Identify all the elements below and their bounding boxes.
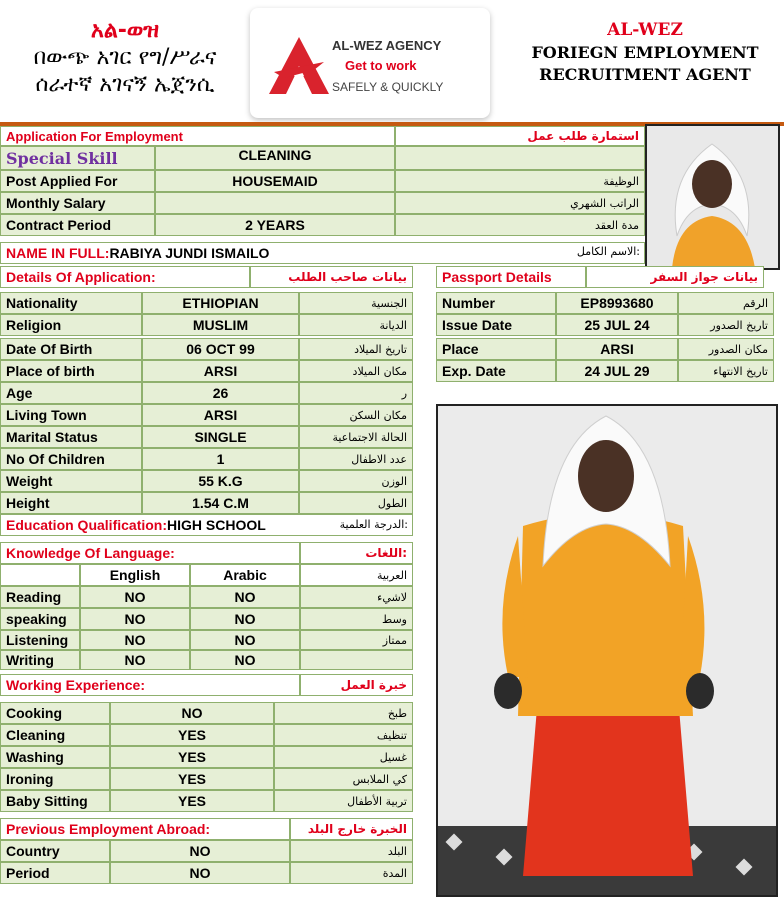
amharic-title: አል-ወዝ bbox=[90, 18, 160, 43]
contract-value: 2 YEARS bbox=[155, 214, 395, 236]
experience-label: Washing bbox=[0, 746, 110, 768]
experience-label: Cleaning bbox=[0, 724, 110, 746]
language-title-ar: اللغات: bbox=[300, 542, 413, 564]
experience-ar: تنظيف bbox=[274, 724, 413, 746]
experience-value: YES bbox=[110, 724, 274, 746]
experience-value: YES bbox=[110, 790, 274, 812]
english-line1: FORIEGN EMPLOYMENT bbox=[531, 43, 759, 62]
experience-value: NO bbox=[110, 702, 274, 724]
previous-value: NO bbox=[110, 862, 290, 884]
contract-ar: مدة العقد bbox=[395, 214, 645, 236]
detail-value: 1.54 C.M bbox=[142, 492, 299, 514]
education-label: Education Qualification: bbox=[6, 517, 168, 533]
applicant-photo-full bbox=[436, 404, 778, 897]
experience-title: Working Experience: bbox=[0, 674, 300, 696]
experience-ar: تربية الأطفال bbox=[274, 790, 413, 812]
previous-ar: المدة bbox=[290, 862, 413, 884]
amharic-line1: በውጭ አገር የግ/ሥራና bbox=[33, 45, 217, 70]
detail-label: Nationality bbox=[0, 292, 142, 314]
detail-label: Age bbox=[0, 382, 142, 404]
post-ar: الوظيفة bbox=[395, 170, 645, 192]
details-title-ar: بيانات صاحب الطلب bbox=[250, 266, 413, 288]
language-row-ar bbox=[300, 650, 413, 670]
detail-label: Height bbox=[0, 492, 142, 514]
experience-label: Baby Sitting bbox=[0, 790, 110, 812]
previous-label: Country bbox=[0, 840, 110, 862]
detail-ar: عدد الاطفال bbox=[299, 448, 413, 470]
detail-value: MUSLIM bbox=[142, 314, 299, 336]
passport-label: Place bbox=[436, 338, 556, 360]
details-title: Details Of Application: bbox=[0, 266, 250, 288]
passport-label: Issue Date bbox=[436, 314, 556, 336]
education-value: HIGH SCHOOL bbox=[167, 517, 266, 533]
previous-title-ar: الخبرة خارج البلد bbox=[290, 818, 413, 840]
amharic-header bbox=[0, 18, 250, 97]
language-english-value: NO bbox=[80, 608, 190, 630]
language-row-label: Listening bbox=[0, 630, 80, 650]
detail-ar: ر bbox=[299, 382, 413, 404]
language-arabic-value: NO bbox=[190, 608, 300, 630]
experience-ar: طبخ bbox=[274, 702, 413, 724]
language-english-value: NO bbox=[80, 650, 190, 670]
passport-title-ar: بيانات جواز السفر bbox=[586, 266, 764, 288]
education-ar: الدرجة العلمية: bbox=[339, 518, 408, 531]
detail-label: Living Town bbox=[0, 404, 142, 426]
detail-value: 26 bbox=[142, 382, 299, 404]
passport-value: 24 JUL 29 bbox=[556, 360, 678, 382]
previous-value: NO bbox=[110, 840, 290, 862]
passport-value: EP8993680 bbox=[556, 292, 678, 314]
language-english-value: NO bbox=[80, 630, 190, 650]
full-name-ar: الاسم الكامل: bbox=[576, 245, 640, 258]
detail-ar: الوزن bbox=[299, 470, 413, 492]
language-col-arabic: Arabic bbox=[190, 564, 300, 586]
agency-logo bbox=[250, 8, 490, 118]
language-arabic-value: NO bbox=[190, 630, 300, 650]
detail-ar: الديانة bbox=[299, 314, 413, 336]
language-row-label: Reading bbox=[0, 586, 80, 608]
special-skill-value: CLEANING bbox=[155, 146, 395, 170]
logo-tagline-1: Get to work bbox=[345, 58, 417, 73]
detail-ar: الطول bbox=[299, 492, 413, 514]
language-row-ar: ممتاز bbox=[300, 630, 413, 650]
full-name-label: NAME IN FULL: bbox=[6, 245, 110, 261]
person-portrait-icon bbox=[647, 126, 778, 268]
full-name-value: RABIYA JUNDI ISMAILO bbox=[109, 245, 270, 261]
language-col-ar: العربية bbox=[300, 564, 413, 586]
full-name-row bbox=[0, 242, 645, 264]
language-row-label: speaking bbox=[0, 608, 80, 630]
passport-ar: الرقم bbox=[678, 292, 774, 314]
post-label: Post Applied For bbox=[0, 170, 155, 192]
passport-value: 25 JUL 24 bbox=[556, 314, 678, 336]
detail-label: No Of Children bbox=[0, 448, 142, 470]
detail-label: Date Of Birth bbox=[0, 338, 142, 360]
detail-label: Religion bbox=[0, 314, 142, 336]
english-title: AL-WEZ bbox=[607, 20, 683, 40]
detail-value: 06 OCT 99 bbox=[142, 338, 299, 360]
logo-name: AL-WEZ AGENCY bbox=[332, 38, 442, 53]
language-header-blank bbox=[0, 564, 80, 586]
detail-ar: مكان الميلاد bbox=[299, 360, 413, 382]
experience-label: Ironing bbox=[0, 768, 110, 790]
experience-label: Cooking bbox=[0, 702, 110, 724]
detail-label: Marital Status bbox=[0, 426, 142, 448]
detail-value: ARSI bbox=[142, 360, 299, 382]
salary-value bbox=[155, 192, 395, 214]
passport-ar: تاريخ الانتهاء bbox=[678, 360, 774, 382]
detail-value: SINGLE bbox=[142, 426, 299, 448]
experience-value: YES bbox=[110, 768, 274, 790]
detail-label: Weight bbox=[0, 470, 142, 492]
amharic-line2: ሰራተኛ አገናኝ ኤጀንሲ bbox=[35, 72, 215, 97]
salary-ar: الراتب الشهري bbox=[395, 192, 645, 214]
special-skill-ar bbox=[395, 146, 645, 170]
language-row-ar: وسط bbox=[300, 608, 413, 630]
contract-label: Contract Period bbox=[0, 214, 155, 236]
passport-title: Passport Details bbox=[436, 266, 586, 288]
detail-ar: الحالة الاجتماعية bbox=[299, 426, 413, 448]
language-col-english: English bbox=[80, 564, 190, 586]
special-skill-label: Special Skill bbox=[0, 146, 155, 170]
logo-tagline-2: SAFELY & QUICKLY bbox=[332, 80, 444, 94]
language-title: Knowledge Of Language: bbox=[0, 542, 300, 564]
experience-ar: غسيل bbox=[274, 746, 413, 768]
detail-label: Place of birth bbox=[0, 360, 142, 382]
detail-ar: تاريخ الميلاد bbox=[299, 338, 413, 360]
previous-label: Period bbox=[0, 862, 110, 884]
salary-label: Monthly Salary bbox=[0, 192, 155, 214]
experience-title-ar: خبرة العمل bbox=[300, 674, 413, 696]
english-line2: RECRUITMENT AGENT bbox=[539, 65, 751, 84]
detail-ar: مكان السكن bbox=[299, 404, 413, 426]
detail-ar: الجنسية bbox=[299, 292, 413, 314]
detail-value: 1 bbox=[142, 448, 299, 470]
person-full-photo-icon bbox=[438, 406, 776, 895]
detail-value: 55 K.G bbox=[142, 470, 299, 492]
experience-ar: كي الملابس bbox=[274, 768, 413, 790]
language-arabic-value: NO bbox=[190, 586, 300, 608]
passport-ar: تاريخ الصدور bbox=[678, 314, 774, 336]
application-title: Application For Employment bbox=[0, 126, 395, 146]
post-value: HOUSEMAID bbox=[155, 170, 395, 192]
passport-label: Number bbox=[436, 292, 556, 314]
passport-ar: مكان الصدور bbox=[678, 338, 774, 360]
language-arabic-value: NO bbox=[190, 650, 300, 670]
passport-label: Exp. Date bbox=[436, 360, 556, 382]
language-row-label: Writing bbox=[0, 650, 80, 670]
detail-value: ARSI bbox=[142, 404, 299, 426]
previous-ar: البلد bbox=[290, 840, 413, 862]
passport-value: ARSI bbox=[556, 338, 678, 360]
applicant-photo-small bbox=[645, 124, 780, 270]
language-english-value: NO bbox=[80, 586, 190, 608]
application-title-ar: استمارة طلب عمل bbox=[395, 126, 645, 146]
detail-value: ETHIOPIAN bbox=[142, 292, 299, 314]
experience-value: YES bbox=[110, 746, 274, 768]
language-row-ar: لاشيء bbox=[300, 586, 413, 608]
plane-logo-icon bbox=[264, 32, 334, 102]
english-header bbox=[510, 20, 780, 84]
previous-title: Previous Employment Abroad: bbox=[0, 818, 290, 840]
